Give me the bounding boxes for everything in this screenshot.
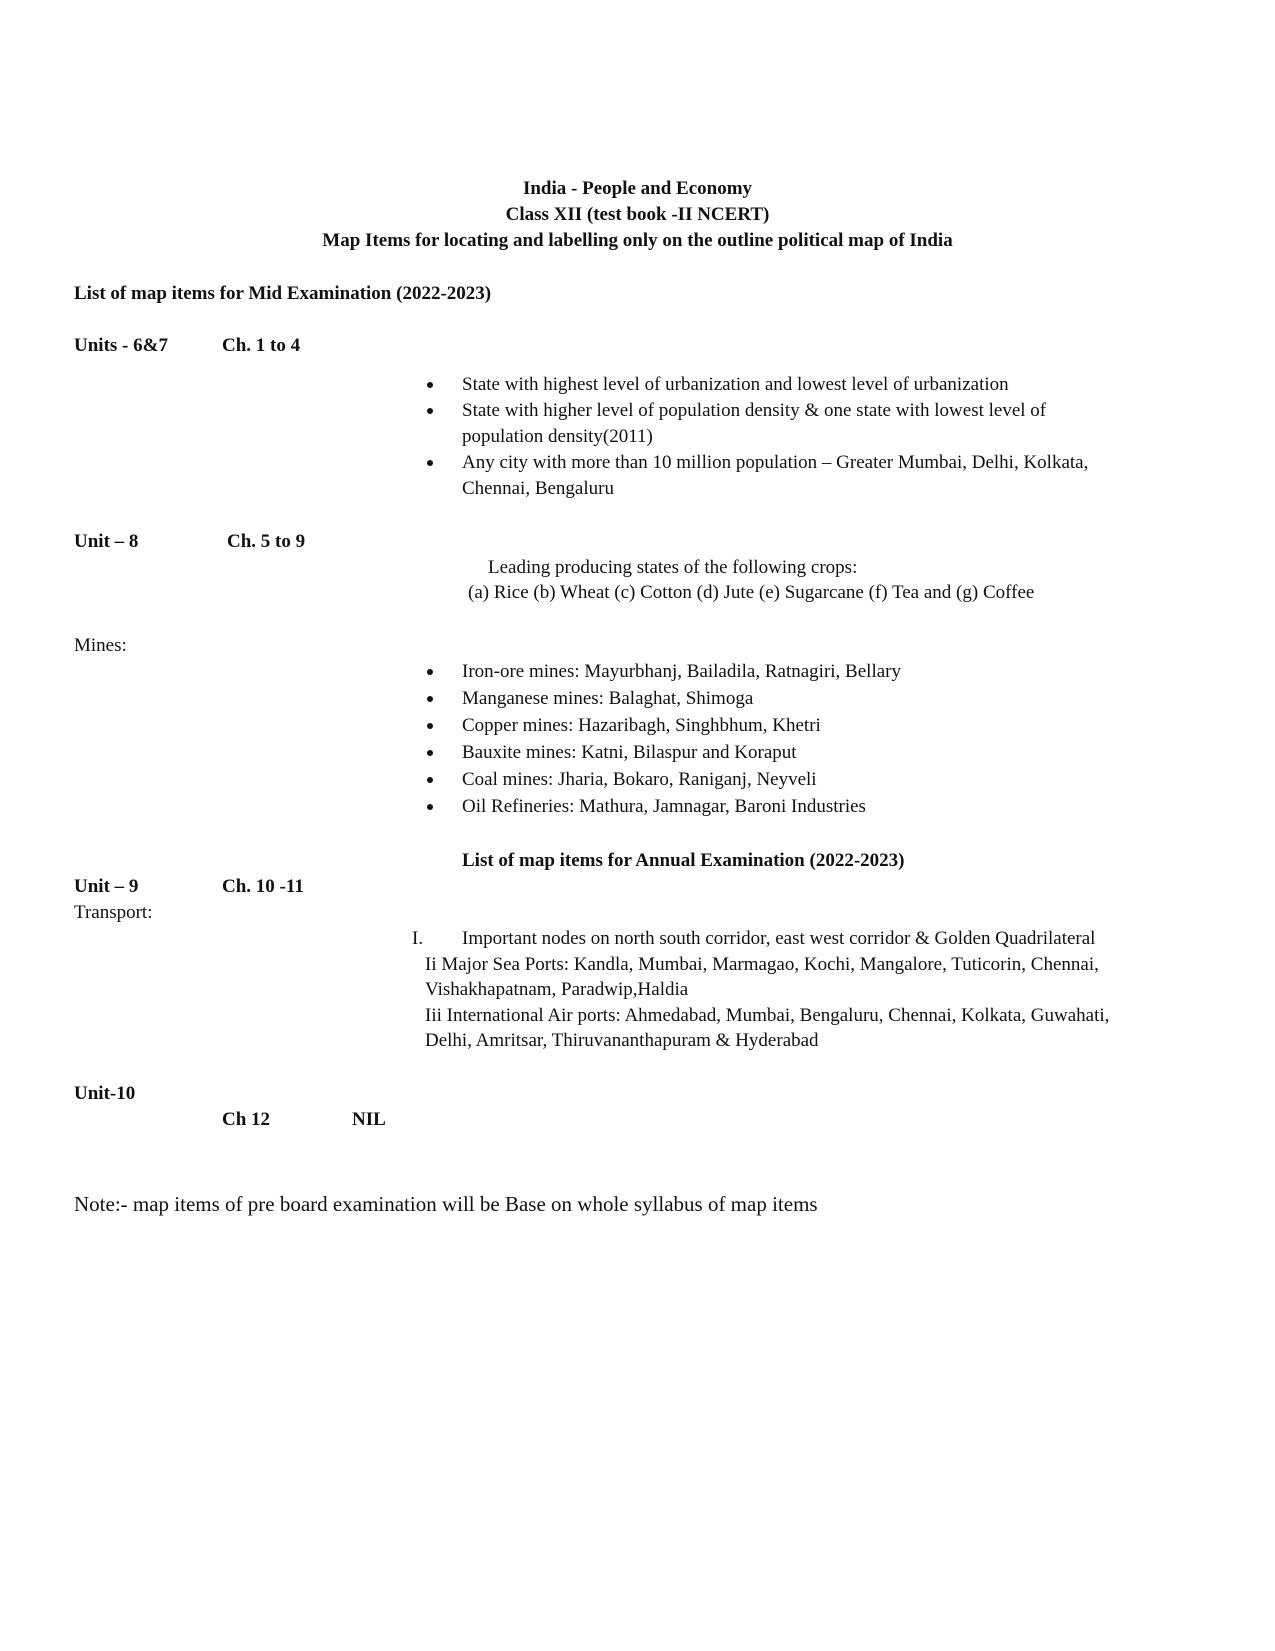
list-item-continuation: Delhi, Amritsar, Thiruvananthapuram & Hyderabad [425, 1030, 819, 1051]
bullet-icon [427, 460, 433, 466]
list-item-continuation: population density(2011) [462, 426, 653, 447]
list-item: Oil Refineries: Mathura, Jamnagar, Baroni Industries [462, 796, 866, 817]
unit-9-chapters: Ch. 10 -11 [222, 876, 304, 897]
document-description: Map Items for locating and labelling only on the outline political map of India [322, 230, 953, 251]
unit-8-label: Unit – 8 [74, 531, 139, 552]
bullet-icon [427, 750, 433, 756]
list-item: Ii Major Sea Ports: Kandla, Mumbai, Marmagao, Kochi, Mangalore, Tuticorin, Chennai, [425, 954, 1099, 975]
bullet-icon [427, 804, 433, 810]
unit-10-chapter: Ch 12 [222, 1109, 271, 1130]
list-item: Manganese mines: Balaghat, Shimoga [462, 688, 754, 709]
list-marker: I. [412, 928, 424, 949]
list-item: Iron-ore mines: Mayurbhanj, Bailadila, Ratnagiri, Bellary [462, 661, 901, 682]
mines-label: Mines: [74, 635, 127, 656]
list-item: Important nodes on north south corridor, east west corridor & Golden Quadrilateral [462, 928, 1096, 949]
unit-8-chapters: Ch. 5 to 9 [227, 531, 306, 552]
unit-6-7-chapters: Ch. 1 to 4 [222, 335, 301, 356]
annual-exam-heading: List of map items for Annual Examination (2022-2023) [462, 850, 905, 871]
list-item-continuation: Vishakhapatnam, Paradwip,Haldia [425, 979, 689, 1000]
list-item: Bauxite mines: Katni, Bilaspur and Koraput [462, 742, 797, 763]
bullet-icon [427, 382, 433, 388]
list-item: Coal mines: Jharia, Bokaro, Raniganj, Neyveli [462, 769, 817, 790]
list-item: Any city with more than 10 million population – Greater Mumbai, Delhi, Kolkata, [462, 452, 1089, 473]
crops-intro: Leading producing states of the following crops: [488, 557, 858, 578]
document-title: India - People and Economy [522, 178, 753, 199]
list-item: Copper mines: Hazaribagh, Singhbhum, Khetri [462, 715, 821, 736]
mid-exam-heading: List of map items for Mid Examination (2022-2023) [74, 283, 492, 304]
unit-10-label: Unit-10 [74, 1083, 136, 1104]
list-item: State with highest level of urbanization and lowest level of urbanization [462, 374, 1009, 395]
bullet-icon [427, 777, 433, 783]
unit-9-label: Unit – 9 [74, 876, 139, 897]
bullet-icon [427, 723, 433, 729]
list-item: State with higher level of population density & one state with lowest level of [462, 400, 1047, 421]
footer-note: Note:- map items of pre board examination will be Base on whole syllabus of map items [74, 1192, 818, 1216]
bullet-icon [427, 696, 433, 702]
unit-6-7-label: Units - 6&7 [74, 335, 168, 356]
transport-label: Transport: [74, 902, 153, 923]
crops-list: (a) Rice (b) Wheat (c) Cotton (d) Jute (e) Sugarcane (f) Tea and (g) Coffee [468, 582, 1035, 603]
document-subtitle: Class XII (test book -II NCERT) [505, 204, 770, 225]
list-item: Iii International Air ports: Ahmedabad, Mumbai, Bengaluru, Chennai, Kolkata, Guwahati, [425, 1005, 1110, 1026]
unit-10-value: NIL [352, 1109, 386, 1130]
bullet-icon [427, 408, 433, 414]
list-item-continuation: Chennai, Bengaluru [462, 478, 614, 499]
bullet-icon [427, 669, 433, 675]
